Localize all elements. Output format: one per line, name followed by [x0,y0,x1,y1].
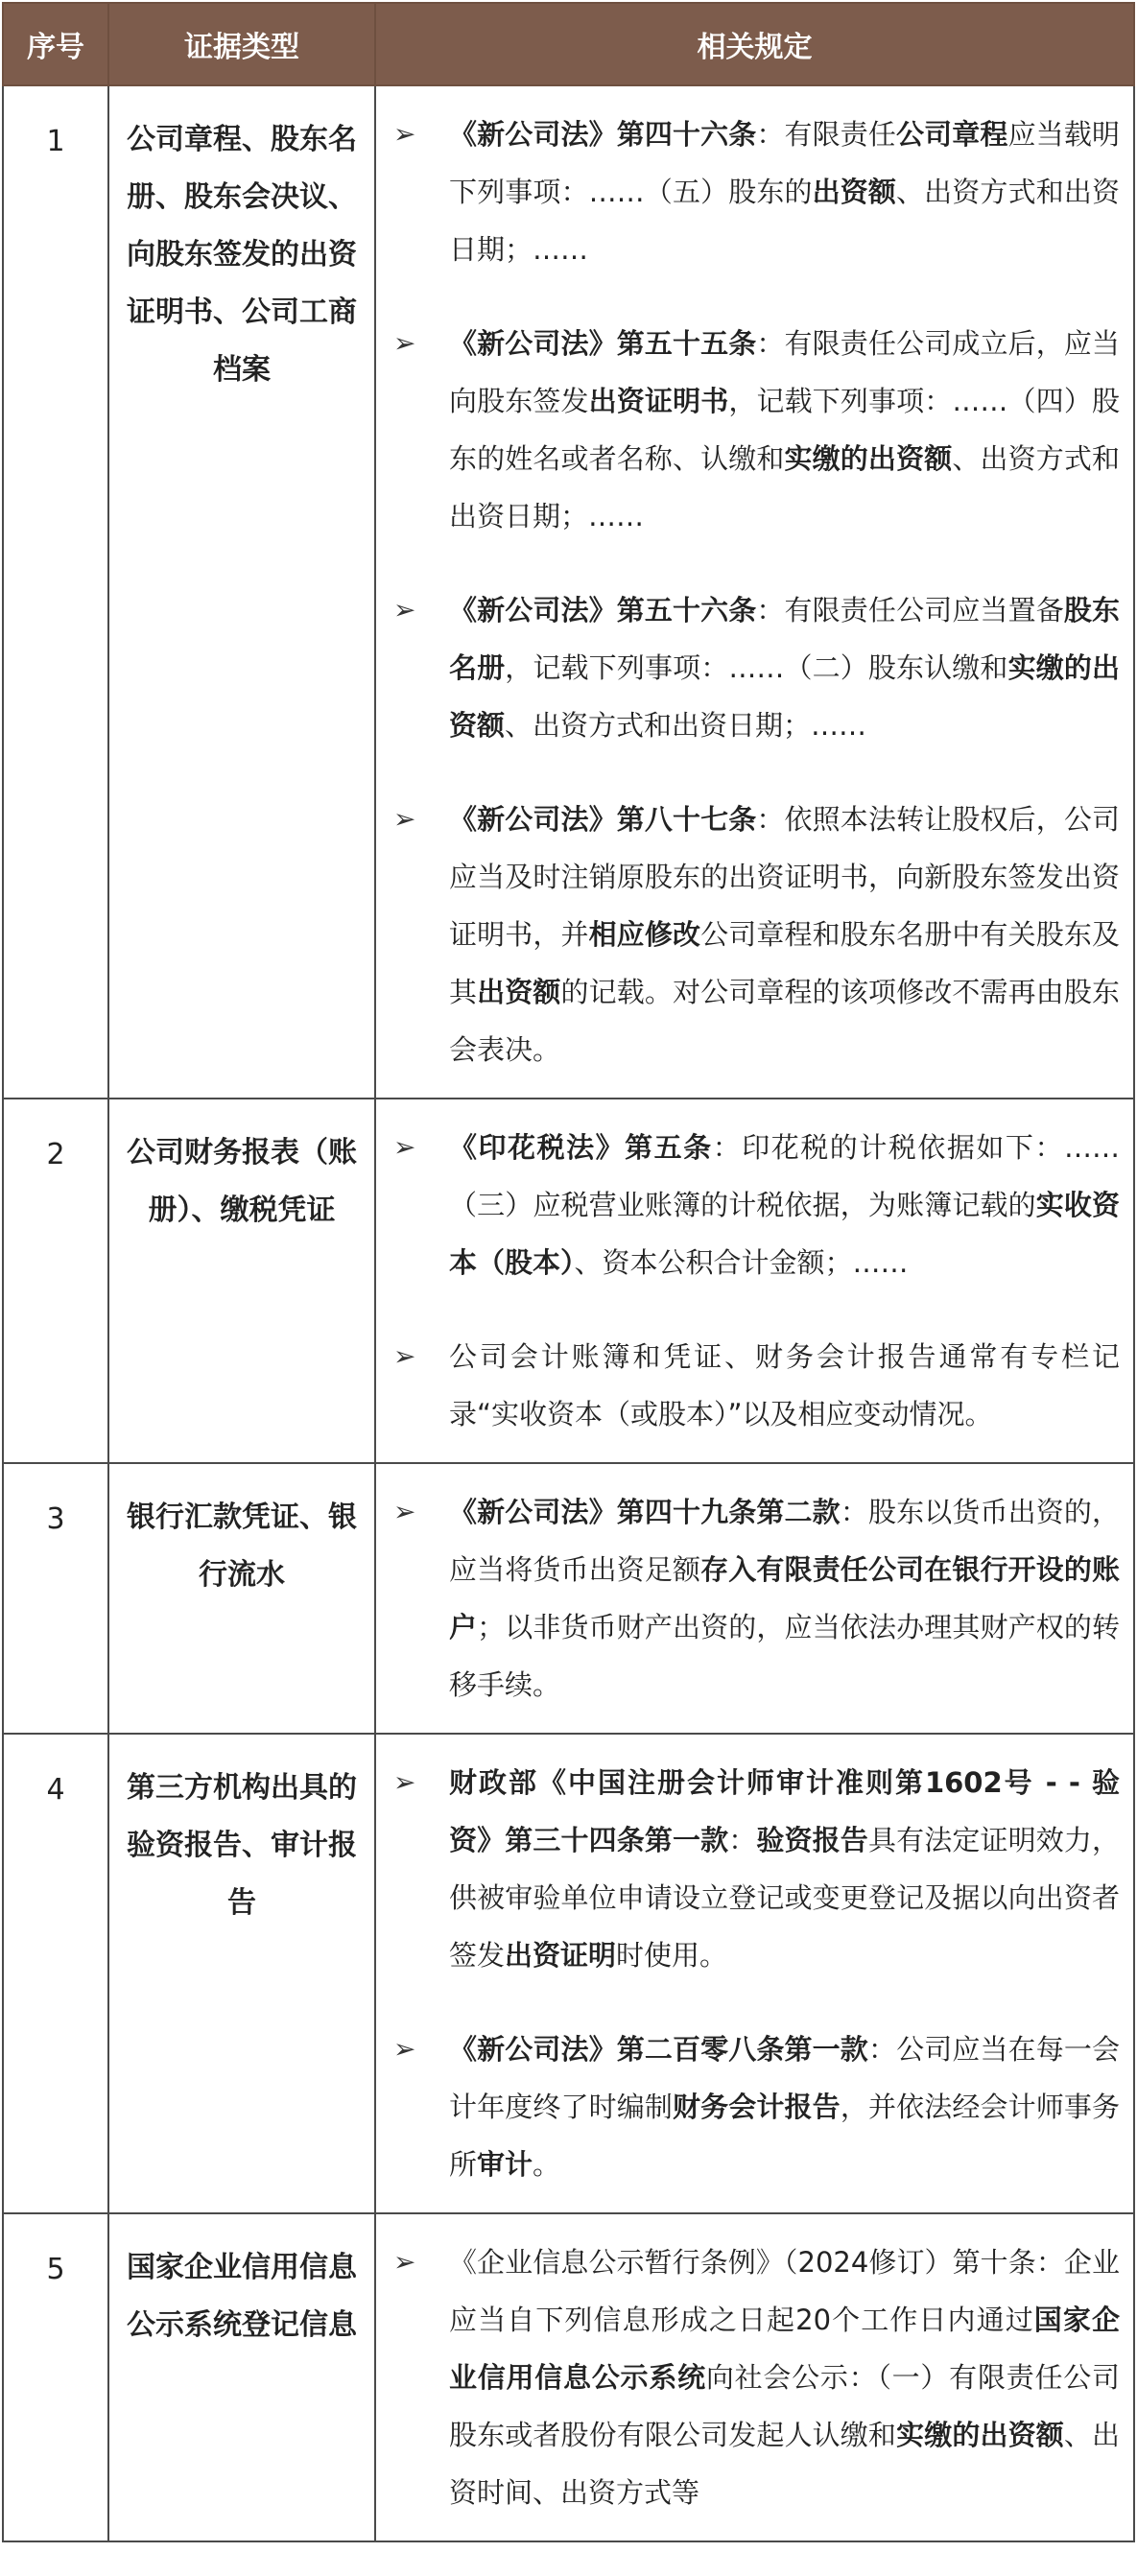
rule-segment: 。 [533,2148,561,2181]
table-row [3,1734,1134,2213]
related-rules [375,1734,1134,2213]
rule-emphasis: 《新公司法》第二百零八条第一款 [449,2033,868,2066]
rule-emphasis: 财政部《中国注册会计师审计准则第1602号 - - 验资》第三十四条第一款 [449,1766,1120,1856]
rule-segment: ：股东以货币出资的，应当将货币出资足额 [449,1496,1120,1586]
rule-item [393,2021,1120,2193]
rule-item [393,1754,1120,1984]
rule-text [449,2233,1120,2521]
rule-emphasis: 实缴的出资额 [449,651,1120,742]
rule-emphasis: 存入有限责任公司在银行开设的账户 [449,1553,1120,1643]
rule-segment: ，记载下列事项：……（四）股东的姓名或者名称、认缴和 [449,385,1120,475]
rule-text [449,106,1120,278]
arrow-bullet-icon: ➢ [393,803,416,835]
rule-segment: 《企业信息公示暂行条例》（2024修订）第十条：企业应当自下列信息形成之日起20个工作日内通过 [449,2246,1120,2336]
arrow-bullet-icon: ➢ [393,1766,416,1798]
serial-number: 1 [3,85,108,1099]
rule-emphasis: 公司章程 [896,118,1008,151]
rule-text [449,2021,1120,2193]
evidence-type: 银行汇款凭证、银行流水 [108,1463,375,1734]
rule-text [449,791,1120,1078]
rule-emphasis: 股东名册 [449,594,1120,684]
rule-emphasis: 《新公司法》第四十六条 [449,118,757,151]
rule-emphasis: 相应修改 [588,918,701,951]
evidence-type: 公司财务报表（账册）、缴税凭证 [108,1099,375,1463]
header-serial-number: 序号 [3,3,108,85]
related-rules [375,2213,1134,2541]
serial-number: 4 [3,1734,108,2213]
rule-emphasis: 《新公司法》第五十五条 [449,327,757,360]
rule-text [449,1754,1120,1984]
rule-emphasis: 出资额 [477,976,561,1008]
rule-text [449,1328,1120,1443]
rule-text [449,1119,1120,1291]
rule-segment: 、出资方式和出资日期；…… [449,176,1120,266]
table-row [3,1099,1134,1463]
rule-segment: ，记载下列事项：……（二）股东认缴和 [505,651,1008,684]
rule-item [393,1483,1120,1713]
rule-emphasis: 实收资本（股本） [449,1189,1120,1279]
rule-segment: 时使用。 [616,1939,728,1972]
rule-emphasis: 出资证明 [505,1939,617,1972]
rule-segment: 应当载明下列事项：……（五）股东的 [449,118,1120,208]
arrow-bullet-icon: ➢ [393,594,416,626]
arrow-bullet-icon: ➢ [393,1496,416,1527]
rule-emphasis: 财务会计报告 [673,2091,841,2123]
evidence-type: 第三方机构出具的验资报告、审计报告 [108,1734,375,2213]
rule-emphasis: 出资额 [812,176,897,208]
arrow-bullet-icon: ➢ [393,1131,416,1163]
arrow-bullet-icon: ➢ [393,1340,416,1372]
rule-segment: 、出资方式和出资日期；…… [449,442,1120,532]
header-evidence-type: 证据类型 [108,3,375,85]
rule-segment: 向社会公示：（一）有限责任公司股东或者股份有限公司发起人认缴和 [449,2361,1120,2451]
table-row [3,1463,1134,1734]
header-related-rules: 相关规定 [375,3,1134,85]
rule-item [393,1328,1120,1443]
rule-emphasis: 出资证明书 [588,385,729,417]
rule-segment: 、出资方式和出资日期；…… [505,709,867,742]
rule-segment: ：印花税的计税依据如下：……（三）应税营业账簿的计税依据，为账簿记载的 [449,1131,1120,1221]
rule-segment: 的记载。对公司章程的该项修改不需再由股东会表决。 [449,976,1120,1066]
rule-emphasis: 实缴的出资额 [896,2419,1064,2451]
rule-emphasis: 审计 [477,2148,533,2181]
rule-segment: ；以非货币财产出资的，应当依法办理其财产权的转移手续。 [449,1611,1120,1701]
rule-segment: 具有法定证明效力，供被审验单位申请设立登记或变更登记及据以向出资者签发 [449,1824,1120,1972]
arrow-bullet-icon: ➢ [393,2033,416,2065]
arrow-bullet-icon: ➢ [393,327,416,359]
rule-emphasis: 国家企业信用信息公示系统 [449,2304,1120,2394]
rule-emphasis: 实缴的出资额 [784,442,953,475]
rule-segment: 、出资时间、出资方式等 [449,2419,1120,2509]
rule-emphasis: 《新公司法》第五十六条 [449,594,757,626]
table-row [3,2213,1134,2541]
evidence-table [2,2,1135,2542]
rule-item [393,106,1120,278]
rule-emphasis: 《新公司法》第四十九条第二款 [449,1496,841,1528]
rule-item [393,791,1120,1078]
rule-segment: ：有限责任公司成立后，应当向股东签发 [449,327,1120,417]
rule-text [449,581,1120,754]
rule-segment: ：有限责任 [756,118,897,151]
table-row [3,85,1134,1099]
rule-text [449,315,1120,545]
rule-segment: 公司会计账簿和凭证、财务会计报告通常有专栏记录“实收资本（或股本）”以及相应变动情况。 [449,1340,1120,1430]
rule-segment: ，并依法经会计师事务所 [449,2091,1120,2181]
serial-number: 2 [3,1099,108,1463]
arrow-bullet-icon: ➢ [393,118,416,150]
related-rules [375,1099,1134,1463]
rule-item [393,1119,1120,1291]
rule-segment: 、资本公积合计金额；…… [574,1246,909,1279]
serial-number: 3 [3,1463,108,1734]
rule-item [393,315,1120,545]
serial-number: 5 [3,2213,108,2541]
related-rules [375,1463,1134,1734]
evidence-type: 公司章程、股东名册、股东会决议、向股东签发的出资证明书、公司工商档案 [108,85,375,1099]
rule-segment: ： [728,1824,757,1856]
rule-segment: ：依照本法转让股权后，公司应当及时注销原股东的出资证明书，向新股东签发出资证明书，并 [449,803,1120,951]
rule-emphasis: 《印花税法》第五条 [449,1131,713,1164]
evidence-type: 国家企业信用信息公示系统登记信息 [108,2213,375,2541]
rule-emphasis: 验资报告 [756,1824,868,1856]
rule-segment: ：有限责任公司应当置备 [756,594,1064,626]
related-rules [375,85,1134,1099]
rule-segment: 公司章程和股东名册中有关股东及其 [449,918,1120,1008]
arrow-bullet-icon: ➢ [393,2246,416,2278]
rule-emphasis: 《新公司法》第八十七条 [449,803,757,836]
rule-segment: ：公司应当在每一会计年度终了时编制 [449,2033,1120,2123]
table-header-row [3,3,1134,85]
rule-item [393,581,1120,754]
rule-item [393,2233,1120,2521]
rule-text [449,1483,1120,1713]
